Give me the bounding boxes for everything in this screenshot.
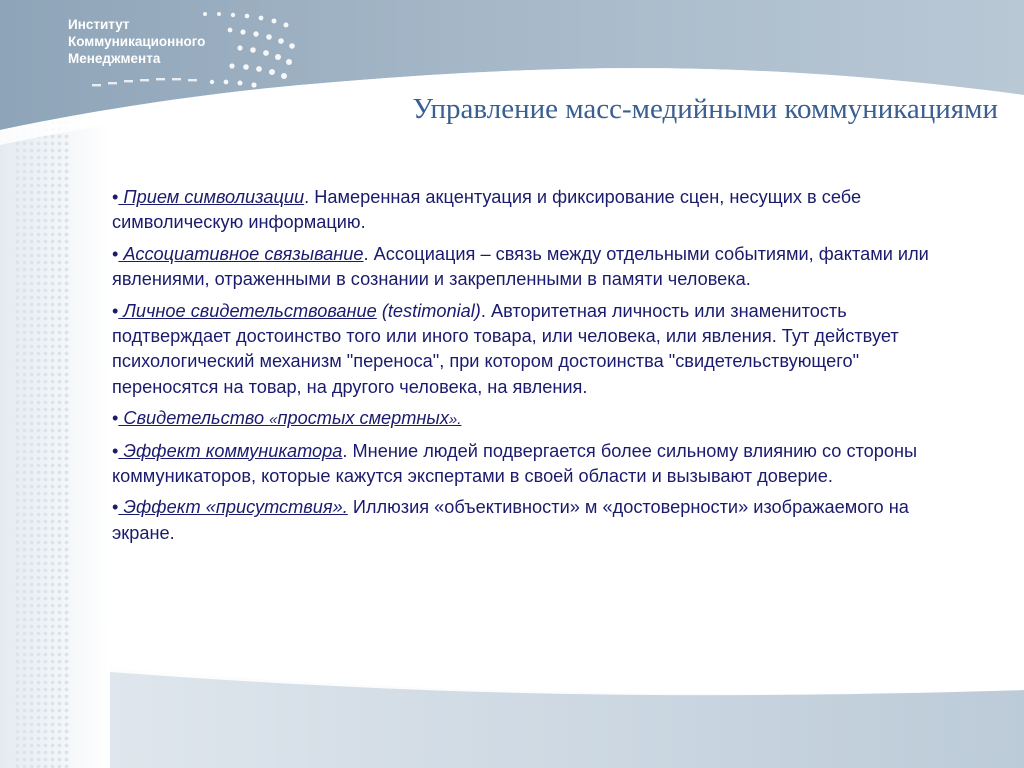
list-item xyxy=(112,242,957,293)
bullet-marker: • xyxy=(112,187,119,207)
item-term: Эффект «присутствия». xyxy=(118,497,348,518)
bullet-list xyxy=(112,185,957,552)
item-text: . Мнение людей подвергается более сильному влиянию со стороны коммуникаторов, которые кажутся экспертами в своей области и вызывают доверие. xyxy=(112,440,918,487)
bullet-marker: • xyxy=(112,440,119,461)
list-item xyxy=(112,439,957,490)
bullet-marker: • xyxy=(112,300,119,321)
institute-logo-text xyxy=(68,16,205,67)
bullet-marker: • xyxy=(112,408,119,429)
quote-open: « xyxy=(269,411,278,429)
logo-line-3: Менеджмента xyxy=(68,51,161,66)
item-text: Иллюзия «объективности» м «достоверности» изображаемого на экране. xyxy=(112,497,909,543)
list-item xyxy=(112,185,957,236)
quote-close: ». xyxy=(448,411,462,429)
slide-title: Управление масс-медийными коммуникациями xyxy=(412,93,998,125)
list-item xyxy=(112,495,957,546)
item-term xyxy=(118,408,461,428)
logo-line-2: Коммуникационного xyxy=(68,34,206,49)
item-term-part: простых смертных xyxy=(277,408,449,429)
bullet-marker: • xyxy=(112,497,119,518)
logo-line-1: Институт xyxy=(68,17,130,32)
list-item xyxy=(112,299,957,401)
item-term: Ассоциативное связывание xyxy=(118,243,364,264)
item-text: . Авторитетная личность или знаменитость подтверждает достоинство того или иного товара, или человека, или явления. Тут действует психологический механизм "переноса", при котором достоинства "свидетельствующего" переносятся на товар, на другого человека, на явления. xyxy=(112,300,899,397)
item-term-part: Свидетельство xyxy=(118,408,270,429)
item-term: Эффект коммуникатора xyxy=(118,440,343,461)
item-text: . Ассоциация – связь между отдельными событиями, фактами или явлениями, отраженными в сознании и закрепленными в памяти человека. xyxy=(112,243,929,290)
item-aside: (testimonial) xyxy=(376,300,481,321)
list-item xyxy=(112,406,957,432)
item-term: Прием символизации xyxy=(118,187,305,207)
item-term: Личное свидетельствование xyxy=(118,300,377,321)
item-text: . Намеренная акцентуация и фиксирование сцен, несущих в себе символическую информацию. xyxy=(112,187,862,233)
bullet-marker: • xyxy=(112,243,119,264)
